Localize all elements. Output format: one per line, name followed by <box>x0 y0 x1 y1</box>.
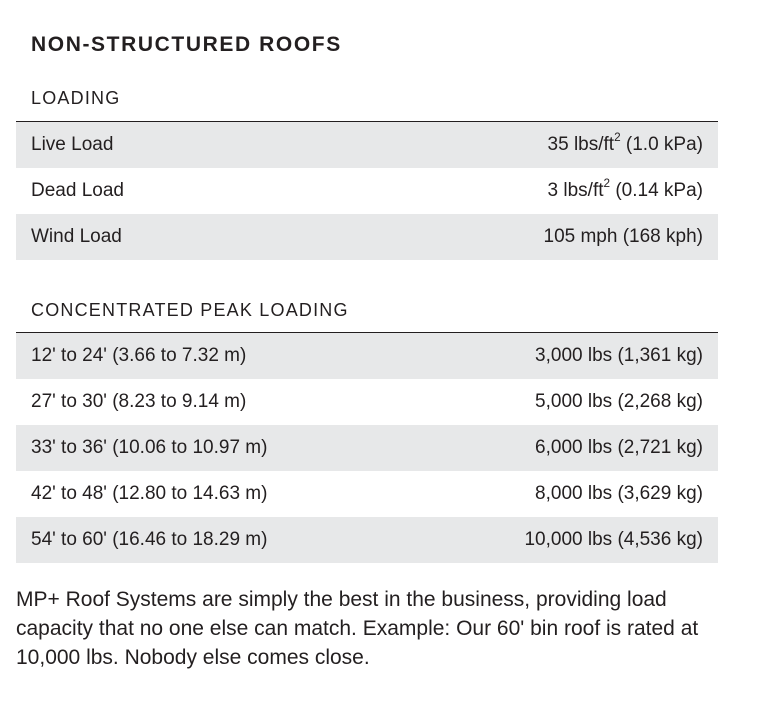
table-row <box>16 122 718 168</box>
row-value: 105 mph (168 kph) <box>543 226 703 247</box>
loading-table <box>16 122 718 260</box>
row-label: Live Load <box>31 134 114 155</box>
row-value: 10,000 lbs (4,536 kg) <box>524 529 703 550</box>
table-row <box>16 517 718 563</box>
loading-heading: LOADING <box>16 84 718 122</box>
row-value: 8,000 lbs (3,629 kg) <box>535 483 703 504</box>
row-value: 6,000 lbs (2,721 kg) <box>535 437 703 458</box>
peak-loading-section <box>16 294 718 563</box>
peak-loading-heading: CONCENTRATED PEAK LOADING <box>16 294 718 333</box>
table-row <box>16 333 718 379</box>
row-value: 5,000 lbs (2,268 kg) <box>535 391 703 412</box>
row-label: 27' to 30' (8.23 to 9.14 m) <box>31 391 247 412</box>
row-label: 54' to 60' (16.46 to 18.29 m) <box>31 529 268 550</box>
table-row <box>16 425 718 471</box>
page-title: NON-STRUCTURED ROOFS <box>31 33 342 56</box>
row-value: 3,000 lbs (1,361 kg) <box>535 345 703 366</box>
row-label: 33' to 36' (10.06 to 10.97 m) <box>31 437 268 458</box>
row-label: 42' to 48' (12.80 to 14.63 m) <box>31 483 268 504</box>
row-value: 3 lbs/$ft^2$ (0.14 kPa) <box>547 176 703 201</box>
row-label: Wind Load <box>31 226 122 247</box>
table-row <box>16 471 718 517</box>
table-row <box>16 214 718 260</box>
description-paragraph: MP+ Roof Systems are simply the best in the business, providing load capacity that no one else can match. Example: Our 60' bin roof is rated at 10,000 lbs. Nobody else comes close. <box>16 588 699 669</box>
loading-section <box>16 84 718 260</box>
row-label: 12' to 24' (3.66 to 7.32 m) <box>31 345 247 366</box>
peak-loading-table <box>16 333 718 563</box>
table-row <box>16 379 718 425</box>
row-value: 35 lbs/$ft^2$ (1.0 kPa) <box>547 130 703 155</box>
row-label: Dead Load <box>31 180 124 201</box>
table-row <box>16 168 718 214</box>
